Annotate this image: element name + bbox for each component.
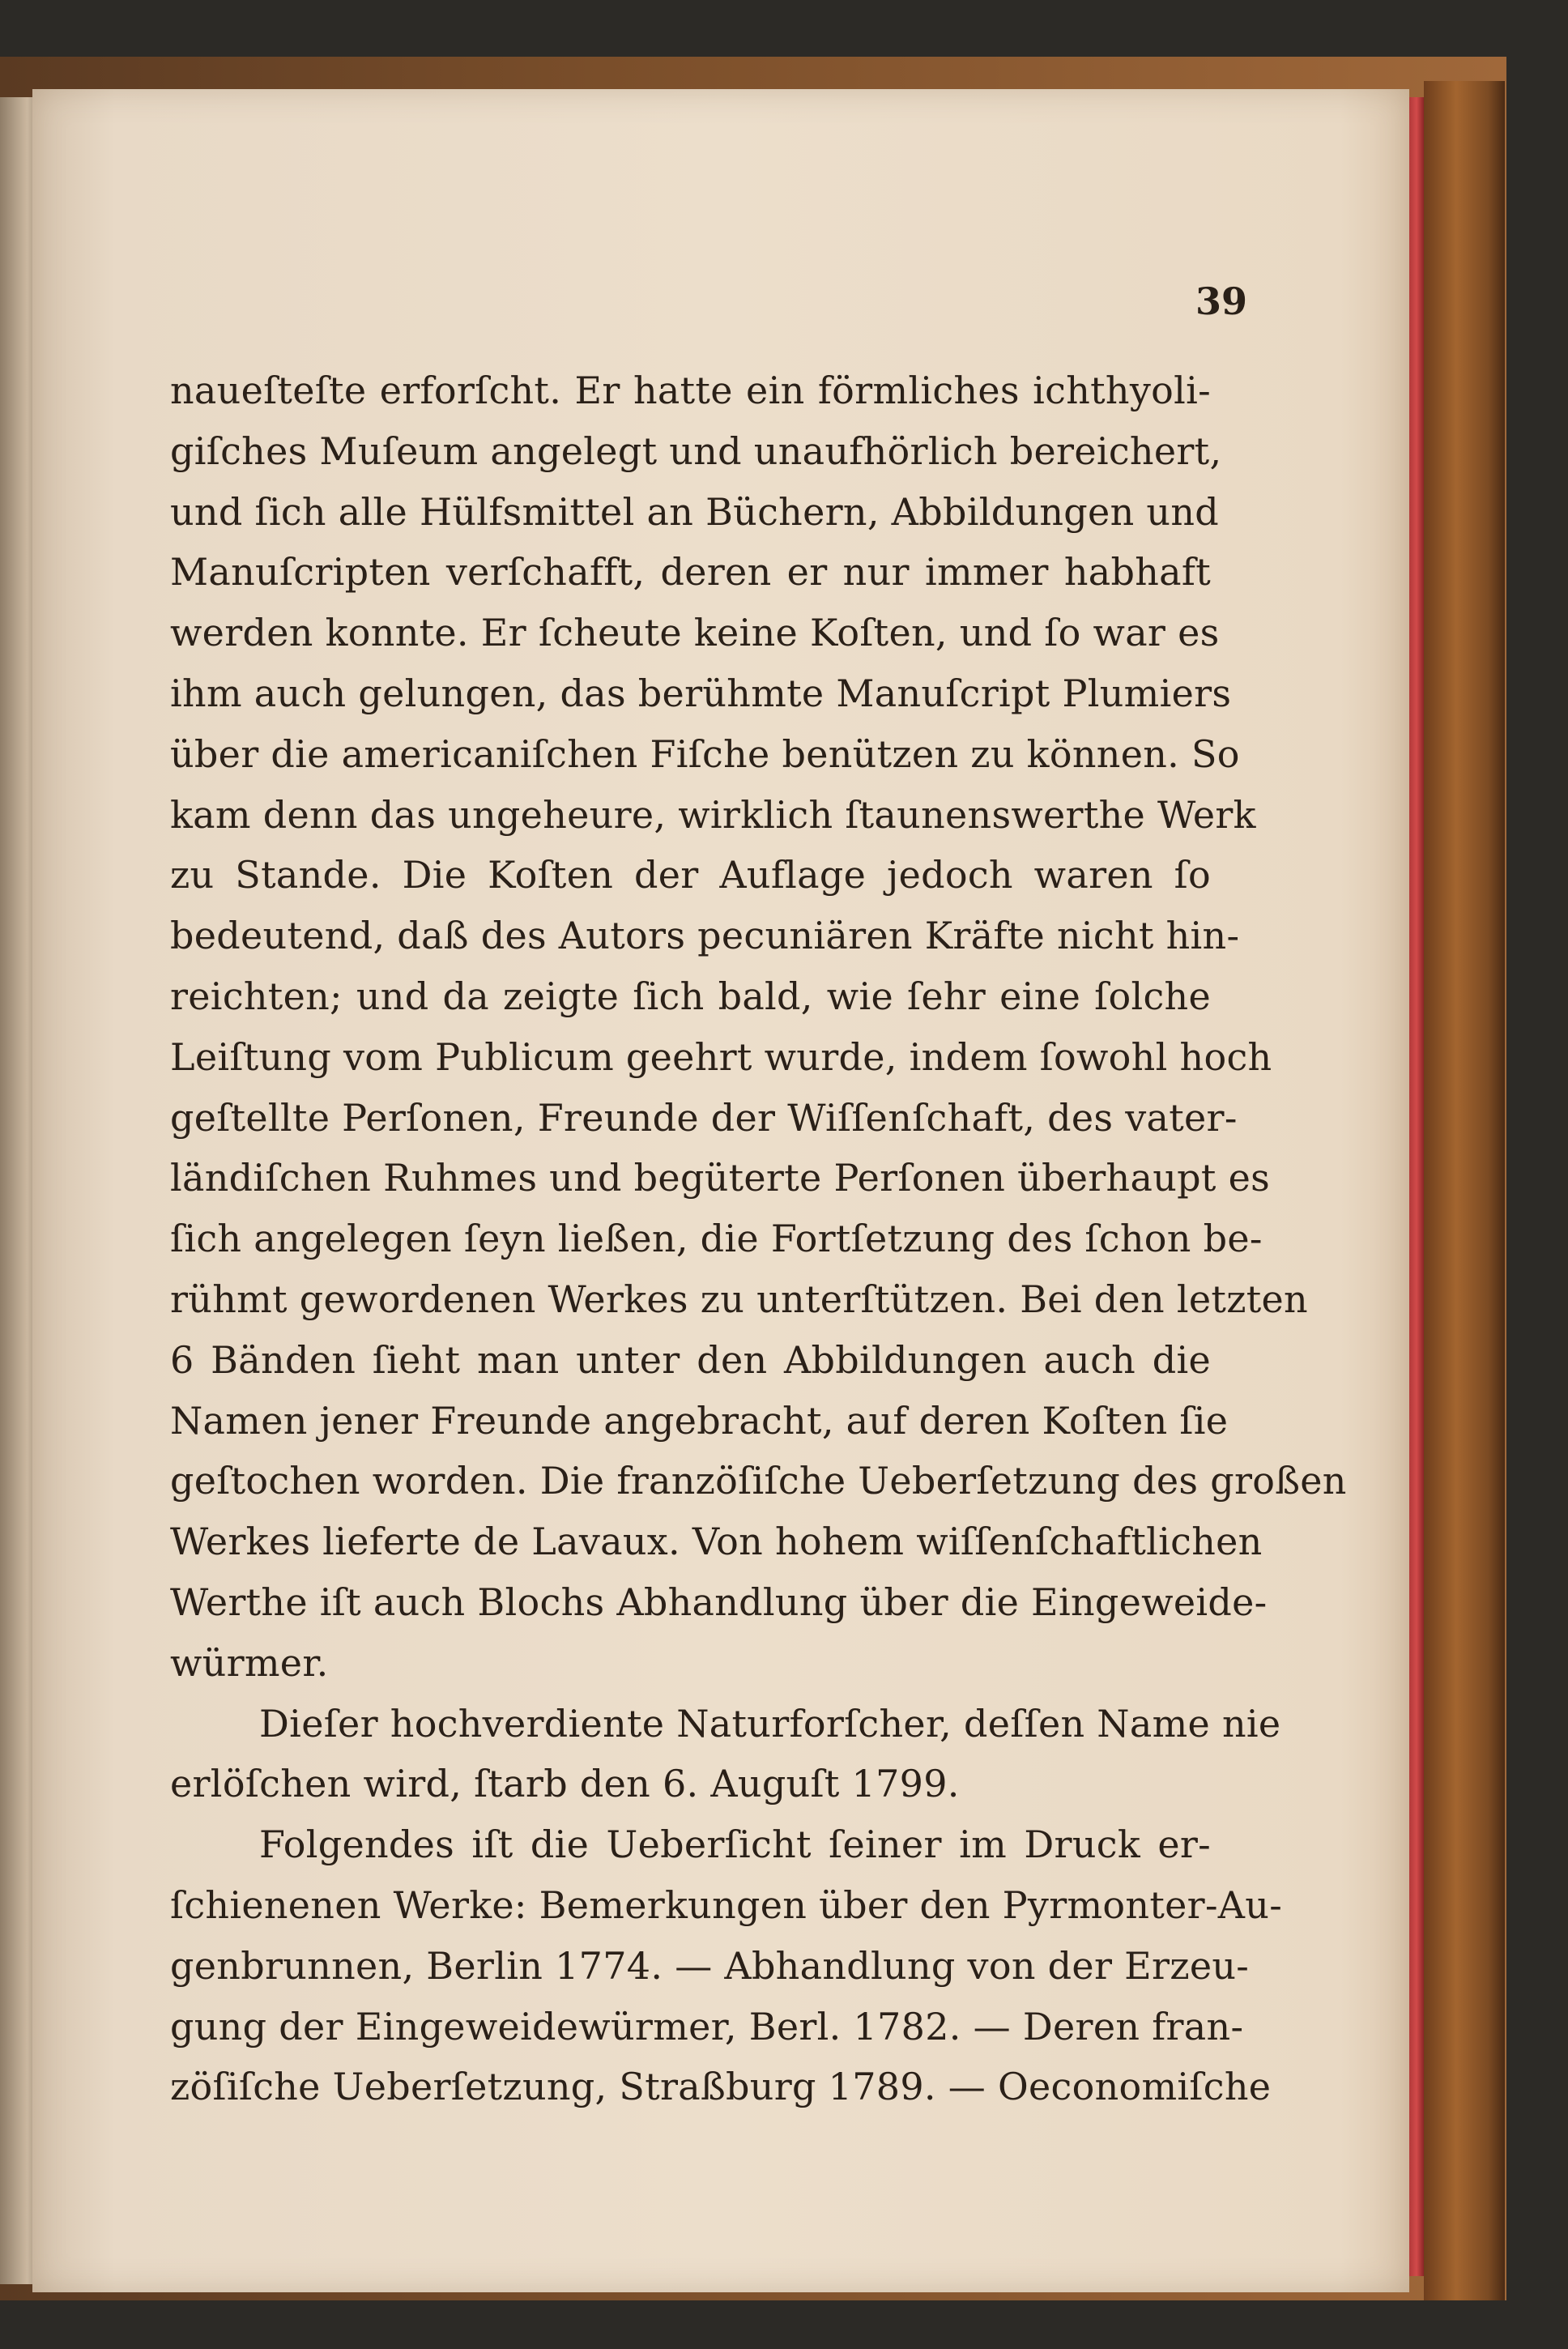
text-line: giſches Muſeum angelegt und unaufhörlich bereichert,	[170, 428, 1222, 473]
text-line: naueſteſte erforſcht. Er hatte ein förmliches ichthyoli-	[170, 369, 1211, 412]
text-line: genbrunnen, Berlin 1774. — Abhandlung von der Erzeu-	[170, 1943, 1250, 1988]
text-line: ihm auch gelungen, das berühmte Manuſcript Plumiers	[170, 671, 1232, 715]
text-line: 6 Bänden ſieht man unter den Abbildungen auch die	[170, 1337, 1211, 1382]
text-line: werden konnte. Er ſcheute keine Koſten, und ſo war es	[170, 611, 1220, 655]
red-page-edge	[1409, 97, 1424, 2276]
text-line: Manuſcripten verſchafft, deren er nur immer habhaft	[170, 550, 1211, 595]
text-line: reichten; und da zeigte ſich bald, wie ſehr eine ſolche	[170, 974, 1211, 1018]
text-line: Werthe iſt auch Blochs Abhandlung über die Eingeweide-	[170, 1580, 1268, 1624]
text-line: erlöſchen wird, ſtarb den 6. Auguſt 1799.	[170, 1762, 960, 1806]
text-line: rühmt gewordenen Werkes zu unterſtützen. Bei den letzten	[170, 1277, 1308, 1321]
text-line: zöſiſche Ueberſetzung, Straßburg 1789. — Oeconomiſche	[170, 2065, 1272, 2109]
text-line: bedeutend, daß des Autors pecuniären Kräfte nicht hin-	[170, 914, 1240, 958]
text-line: würmer.	[170, 1640, 329, 1685]
text-line: ländiſchen Ruhmes und begüterte Perſonen überhaupt es	[170, 1156, 1271, 1200]
book-cover-right	[1424, 81, 1505, 2300]
text-line: kam denn das ungeheure, wirklich ſtaunenswerthe Werk	[170, 792, 1256, 837]
text-line: gung der Eingeweidewürmer, Berl. 1782. — Deren fran-	[170, 2004, 1244, 2048]
body-text	[170, 360, 1347, 2117]
text-line: geſtellte Perſonen, Freunde der Wiſſenſchaft, des vater-	[170, 1095, 1238, 1140]
page-number: 39	[1195, 279, 1247, 323]
text-line: und ſich alle Hülfsmittel an Büchern, Abbildungen und	[170, 489, 1220, 534]
text-line: über die americaniſchen Fiſche benützen zu können. So	[170, 731, 1240, 776]
text-line: Dieſer hochverdiente Naturforſcher, deſſen Name nie	[259, 1701, 1281, 1746]
text-line: Werkes lieferte de Lavaux. Von hohem wiſſenſchaftlichen	[170, 1520, 1263, 1564]
text-line: zu Stande. Die Koſten der Auflage jedoch waren ſo	[170, 853, 1211, 897]
text-line: Namen jener Freunde angebracht, auf deren Koſten ſie	[170, 1398, 1229, 1443]
text-line: Folgendes iſt die Ueberſicht ſeiner im Druck er-	[259, 1823, 1211, 1867]
text-line: ſchienenen Werke: Bemerkungen über den Pyrmonter-Au-	[170, 1882, 1283, 1927]
text-line: ſich angelegen ſeyn ließen, die Fortſetzung des ſchon be-	[170, 1217, 1263, 1261]
text-line: Leiſtung vom Publicum geehrt wurde, indem ſowohl hoch	[170, 1034, 1272, 1079]
text-line: geſtochen worden. Die franzöſiſche Ueberſetzung des großen	[170, 1459, 1347, 1503]
